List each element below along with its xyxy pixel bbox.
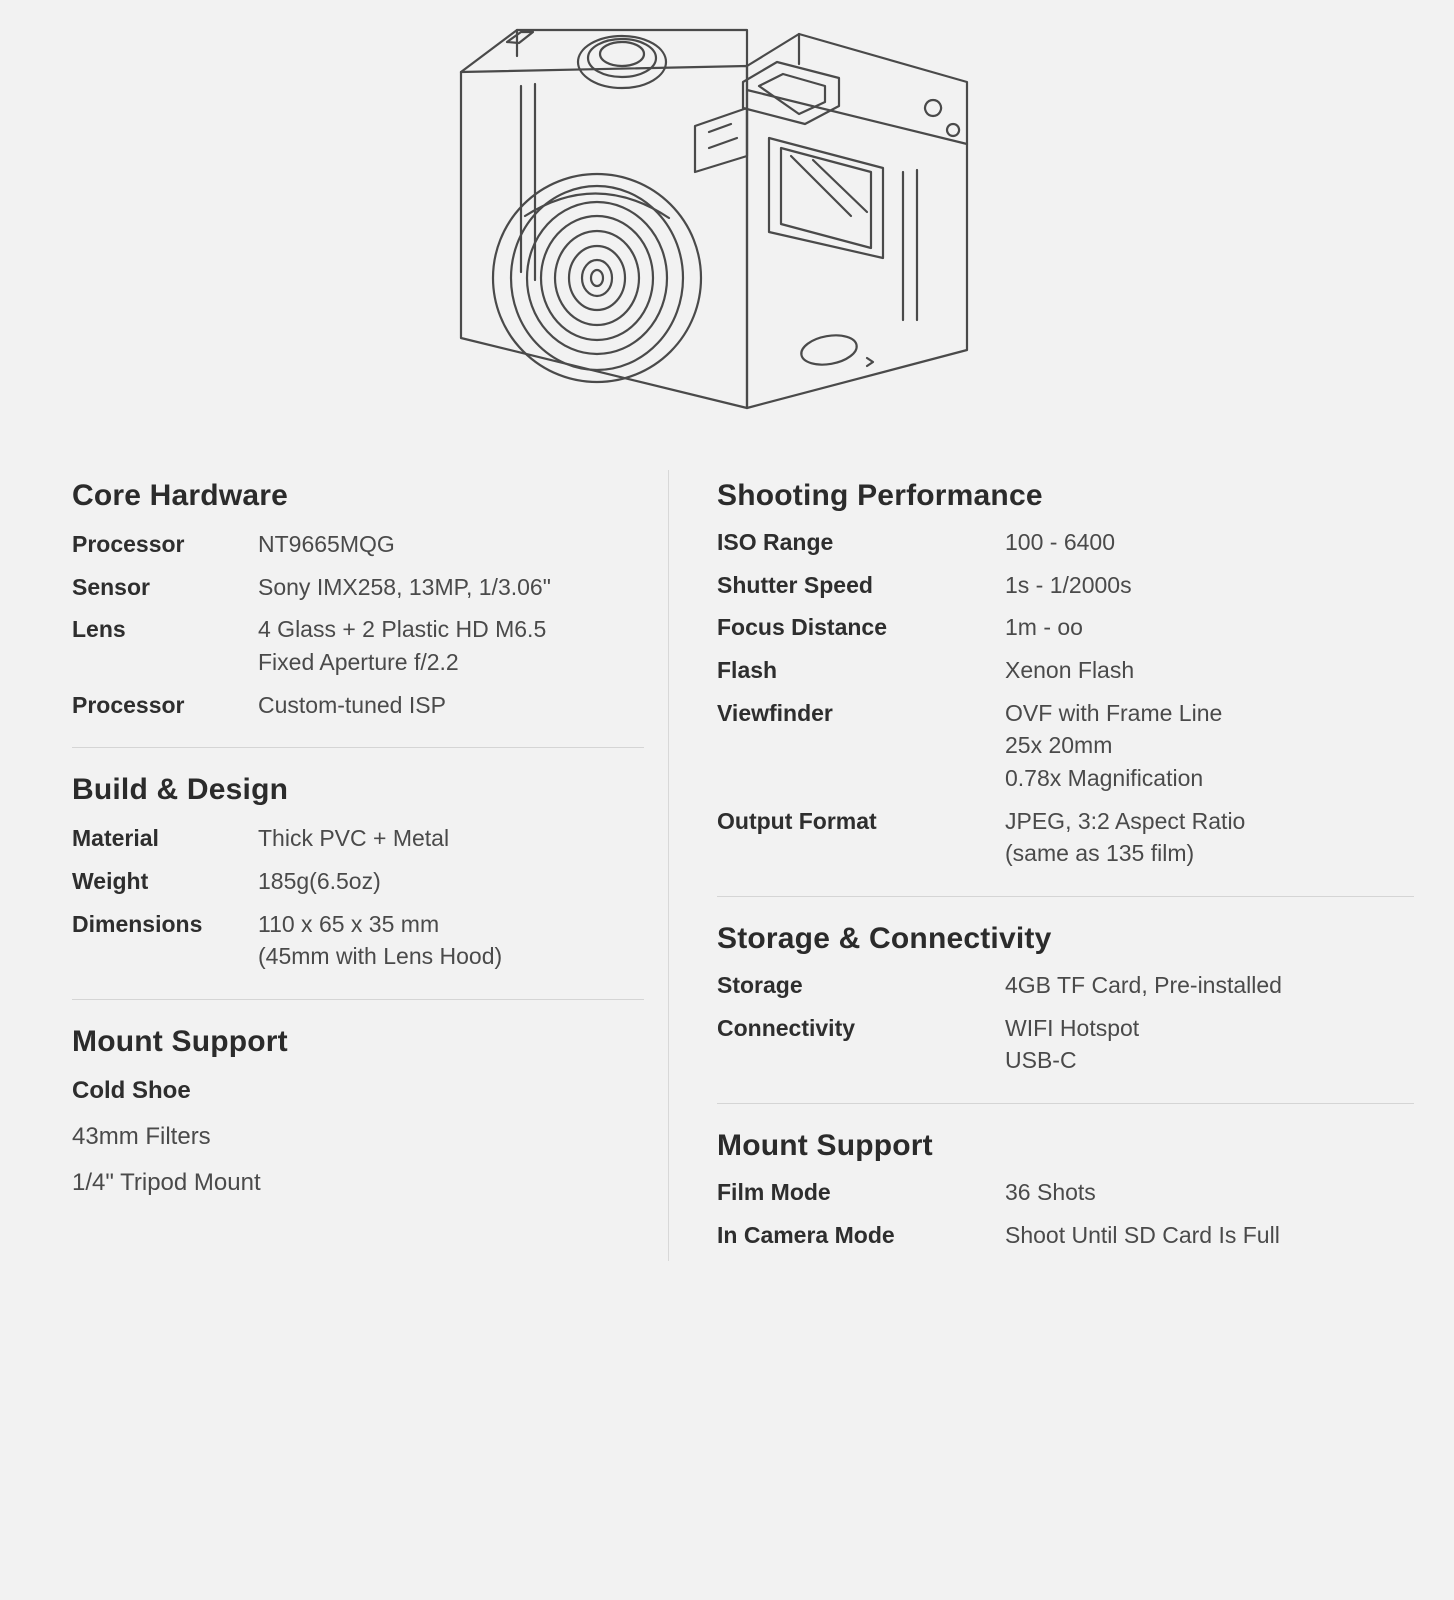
section-title: Mount Support: [72, 1024, 288, 1058]
spec-row: [72, 865, 644, 898]
spec-row: [72, 689, 644, 722]
spec-row: [717, 805, 1414, 870]
spec-value-line: Sony IMX258, 13MP, 1/3.06": [258, 573, 551, 600]
spec-label: Material: [72, 825, 159, 852]
spec-value: [1005, 969, 1282, 1002]
spec-value-line: 4GB TF Card, Pre-installed: [1005, 971, 1282, 998]
camera-illustration: [0, 0, 1454, 470]
spec-value: [1005, 654, 1134, 687]
spec-value-line: 4 Glass + 2 Plastic HD M6.5: [258, 616, 547, 643]
specifications: [0, 470, 1454, 1261]
spec-value-line: Custom-tuned ISP: [258, 691, 446, 718]
spec-label: Shutter Speed: [717, 571, 873, 598]
spec-value: [1005, 526, 1115, 559]
spec-row: [717, 969, 1414, 1002]
spec-value-line-2: (same as 135 film): [1005, 840, 1195, 867]
spec-row: [72, 528, 644, 561]
spec-label: Viewfinder: [717, 699, 833, 726]
spec-value-line: OVF with Frame Line: [1005, 699, 1223, 726]
section-title: Mount Support: [717, 1128, 933, 1162]
spec-label: In Camera Mode: [717, 1221, 895, 1248]
spec-row: [72, 571, 644, 604]
spec-row: [72, 822, 644, 855]
spec-value-line-2: Fixed Aperture f/2.2: [258, 648, 459, 675]
spec-label: ISO Range: [717, 529, 834, 555]
spec-value: [258, 571, 551, 604]
spec-value: [258, 822, 449, 855]
section-mount-support-right: [717, 1128, 1414, 1251]
spec-value-line: WIFI Hotspot: [1005, 1014, 1140, 1041]
spec-value: [1005, 611, 1083, 644]
spec-value-line: Thick PVC + Metal: [258, 825, 450, 852]
spec-value-line: 185g(6.5oz): [258, 867, 381, 894]
spec-row: [717, 654, 1414, 687]
section-divider: [717, 896, 1414, 897]
spec-line: 1/4" Tripod Mount: [72, 1169, 261, 1197]
spec-label: Storage: [717, 971, 803, 998]
spec-value-line: NT9665MQG: [258, 531, 395, 557]
spec-value-line: 110 x 65 x 35 mm: [258, 910, 440, 937]
spec-value: [1005, 1176, 1096, 1209]
spec-value-line-2: 25x 20mm: [1005, 732, 1113, 759]
section-title: Shooting Performance: [717, 479, 1043, 512]
section-core-hardware: [72, 478, 644, 721]
section-title: Storage & Connectivity: [717, 921, 1052, 955]
spec-column-left: [0, 470, 668, 1261]
section-mount-support-left: [72, 1024, 644, 1200]
spec-row: [717, 697, 1414, 795]
spec-value-line: Xenon Flash: [1005, 656, 1135, 683]
section-title: Build & Design: [72, 773, 289, 807]
spec-value: [258, 689, 446, 722]
spec-label: Film Mode: [717, 1178, 831, 1205]
spec-row: [717, 611, 1414, 644]
spec-value: [1005, 805, 1245, 870]
spec-label: Sensor: [72, 573, 150, 600]
section-build-design: [72, 772, 644, 973]
spec-label: Connectivity: [717, 1014, 856, 1041]
section-title: Core Hardware: [72, 479, 289, 512]
spec-value-line: 1s - 1/2000s: [1005, 571, 1132, 598]
spec-label: Weight: [72, 867, 149, 894]
spec-row: [717, 1219, 1414, 1252]
spec-row: [72, 908, 644, 973]
spec-value-line: JPEG, 3:2 Aspect Ratio: [1005, 807, 1246, 834]
section-divider: [717, 1103, 1414, 1104]
spec-label: Dimensions: [72, 910, 203, 937]
spec-value-line: 1m - oo: [1005, 614, 1083, 641]
spec-label: Flash: [717, 656, 778, 683]
spec-value: [1005, 697, 1222, 795]
section-storage-connectivity: [717, 921, 1414, 1077]
spec-value: [1005, 1219, 1280, 1252]
spec-value-line: 36 Shots: [1005, 1178, 1096, 1205]
spec-label: Lens: [72, 616, 126, 643]
spec-value: [258, 613, 546, 678]
spec-label: Output Format: [717, 807, 877, 834]
spec-value: [258, 908, 502, 973]
spec-row: [717, 1176, 1414, 1209]
section-divider: [72, 999, 644, 1000]
spec-label: Processor: [72, 691, 185, 718]
spec-row: [72, 613, 644, 678]
section-divider: [72, 747, 644, 748]
spec-column-right: [668, 470, 1454, 1261]
spec-value-line-3: 0.78x Magnification: [1005, 764, 1204, 791]
spec-row: [717, 569, 1414, 602]
spec-label: Focus Distance: [717, 614, 887, 641]
spec-value-line: Shoot Until SD Card Is Full: [1005, 1221, 1280, 1248]
spec-value-line-2: (45mm with Lens Hood): [258, 943, 503, 970]
spec-value: [258, 528, 395, 561]
spec-value-line-2: USB-C: [1005, 1047, 1077, 1074]
spec-value-line: 100 - 6400: [1005, 529, 1115, 555]
spec-line: Cold Shoe: [72, 1076, 191, 1104]
section-shooting-performance: [717, 478, 1414, 870]
spec-value: [1005, 569, 1132, 602]
spec-row: [717, 1012, 1414, 1077]
spec-value: [1005, 1012, 1139, 1077]
spec-line: 43mm Filters: [72, 1122, 211, 1150]
spec-label: Processor: [72, 531, 185, 557]
spec-value: [258, 865, 381, 898]
spec-row: [717, 526, 1414, 559]
